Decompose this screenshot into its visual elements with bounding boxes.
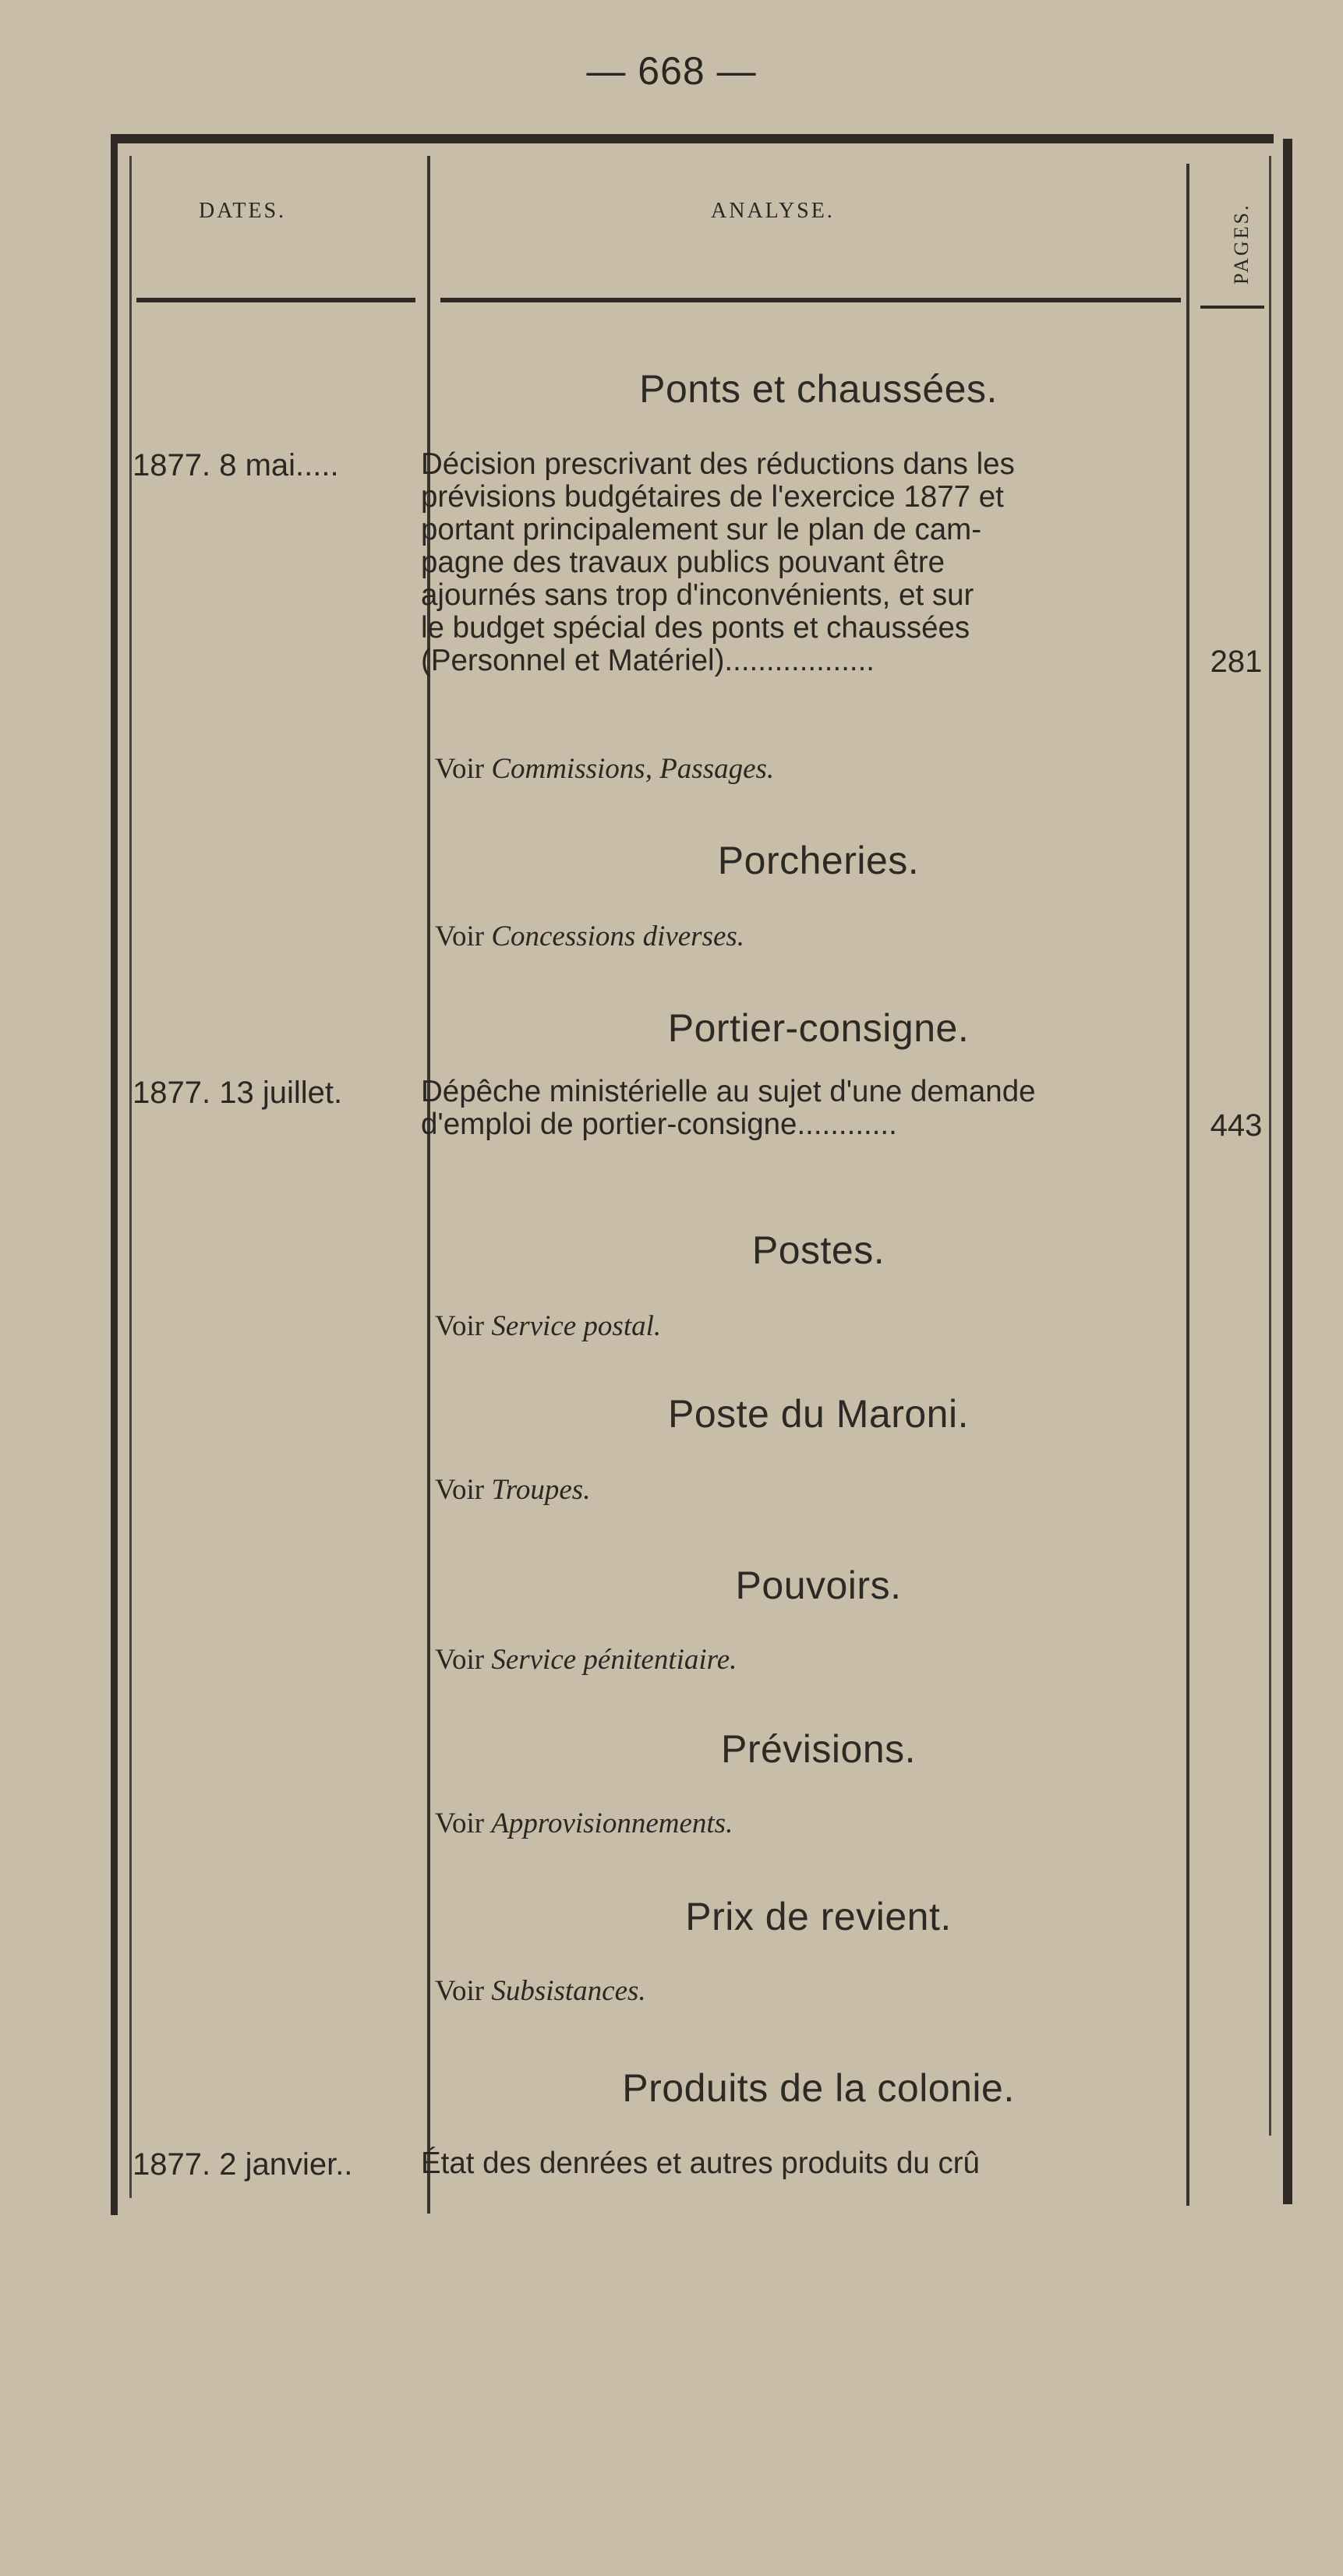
voir-label: Voir [435,921,485,952]
reference-target: Service postal. [491,1310,662,1342]
reference-target: Service pénitentiaire. [491,1644,737,1676]
section-title: Portier-consigne. [667,1006,970,1050]
cross-reference [435,1473,1199,1507]
entry-text: État des denrées et autres produits du crû [421,2147,980,2180]
cross-reference [435,1309,1199,1343]
header-rule-pages [1200,306,1264,309]
entry-text: Dépêche ministérielle au sujet d'une demande d'emploi de portier-consigne............ [421,1075,1036,1141]
table-frame-right [1283,139,1292,2204]
entry-page: 281 [1210,645,1263,679]
entry-page: 443 [1210,1108,1263,1143]
section-title: Prévisions. [720,1727,917,1771]
reference-target: Troupes. [491,1474,591,1506]
page-number: — 668 — [586,49,757,93]
reference-target: Subsistances. [491,1975,646,2007]
table-frame-left [111,134,118,2215]
cross-reference [435,1643,1199,1677]
section-title: Postes. [751,1228,885,1272]
entry-date: 1877. 8 mai..... [133,448,339,482]
cross-reference [435,1807,1199,1840]
header-rule-dates [136,298,415,302]
table-frame-top [111,134,1274,143]
cross-reference [435,752,1199,786]
cross-reference [435,920,1199,953]
reference-target: Commissions, Passages. [491,753,775,785]
section-title: Produits de la colonie. [622,2066,1015,2110]
voir-label: Voir [435,1807,485,1839]
voir-label: Voir [435,1975,485,2007]
reference-target: Concessions diverses. [491,921,745,952]
reference-target: Approvisionnements. [491,1807,733,1839]
header-dates: DATES. [199,199,287,223]
cross-reference [435,1974,1199,2008]
header-analyse: ANALYSE. [711,199,835,223]
entry-date: 1877. 2 janvier.. [133,2147,353,2182]
section-title: Pouvoirs. [735,1564,902,1607]
header-pages: PAGES. [1230,203,1253,284]
entry-text: Décision prescrivant des réductions dans les prévisions budgétaires de l'exercice 1877 et portant principalement sur le plan de cam- pagne des travaux publics pouvant être ajournés sans trop d'inconvénients, et sur le budget spécial des ponts et chaussées (Personnel et Matériel).................. [421,447,1015,677]
header-rule-analyse [440,298,1181,302]
voir-label: Voir [435,1474,485,1506]
voir-label: Voir [435,753,485,785]
section-title: Porcheries. [717,839,920,882]
table-frame-right-inner [1269,156,1271,2136]
section-title: Prix de revient. [685,1895,952,1938]
voir-label: Voir [435,1310,485,1342]
entry-date: 1877. 13 juillet. [133,1076,343,1110]
voir-label: Voir [435,1644,485,1676]
table-frame-left-inner [129,156,132,2198]
section-title: Poste du Maroni. [668,1392,969,1436]
section-title: Ponts et chaussées. [639,367,998,411]
